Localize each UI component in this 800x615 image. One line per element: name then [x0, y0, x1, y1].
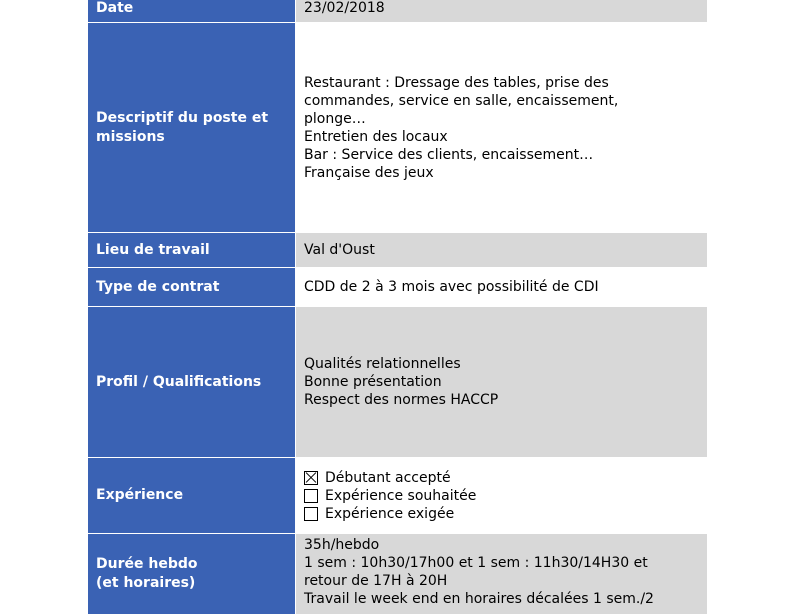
label-experience: Expérience — [88, 458, 295, 533]
option-debutant[interactable]: Débutant accepté — [304, 469, 699, 487]
row-workplace — [88, 233, 707, 268]
row-weekly-hours — [88, 534, 707, 615]
label-contract-type: Type de contrat — [88, 268, 295, 306]
value-profile: Qualités relationnelles Bonne présentation Respect des normes HACCP — [295, 307, 707, 457]
value-date: 23/02/2018 — [295, 0, 707, 22]
label-description: Descriptif du poste et missions — [88, 23, 295, 232]
label-workplace: Lieu de travail — [88, 233, 295, 267]
option-souhaitee[interactable]: Expérience souhaitée — [304, 487, 699, 505]
job-offer-table — [88, 0, 707, 615]
row-contract-type — [88, 268, 707, 307]
checkbox-empty-icon[interactable] — [304, 489, 318, 503]
value-experience — [295, 458, 707, 533]
row-date — [88, 0, 707, 23]
label-date: Date — [88, 0, 295, 22]
label-profile: Profil / Qualifications — [88, 307, 295, 457]
row-experience — [88, 458, 707, 534]
row-description — [88, 23, 707, 233]
row-profile — [88, 307, 707, 458]
option-exigee[interactable]: Expérience exigée — [304, 505, 699, 523]
checkbox-checked-icon[interactable] — [304, 471, 318, 485]
value-contract-type: CDD de 2 à 3 mois avec possibilité de CDI — [295, 268, 707, 306]
checkbox-empty-icon[interactable] — [304, 507, 318, 521]
label-weekly-hours: Durée hebdo (et horaires) — [88, 534, 295, 614]
value-workplace: Val d'Oust — [295, 233, 707, 267]
value-weekly-hours: 35h/hebdo 1 sem : 10h30/17h00 et 1 sem : 11h30/14H30 et retour de 17H à 20H Travail le week end en horaires décalées 1 sem./2 — [295, 534, 707, 614]
value-description: Restaurant : Dressage des tables, prise des commandes, service en salle, encaissement, plonge… Entretien des locaux Bar : Service des clients, encaissement… Française des jeux — [295, 23, 707, 232]
